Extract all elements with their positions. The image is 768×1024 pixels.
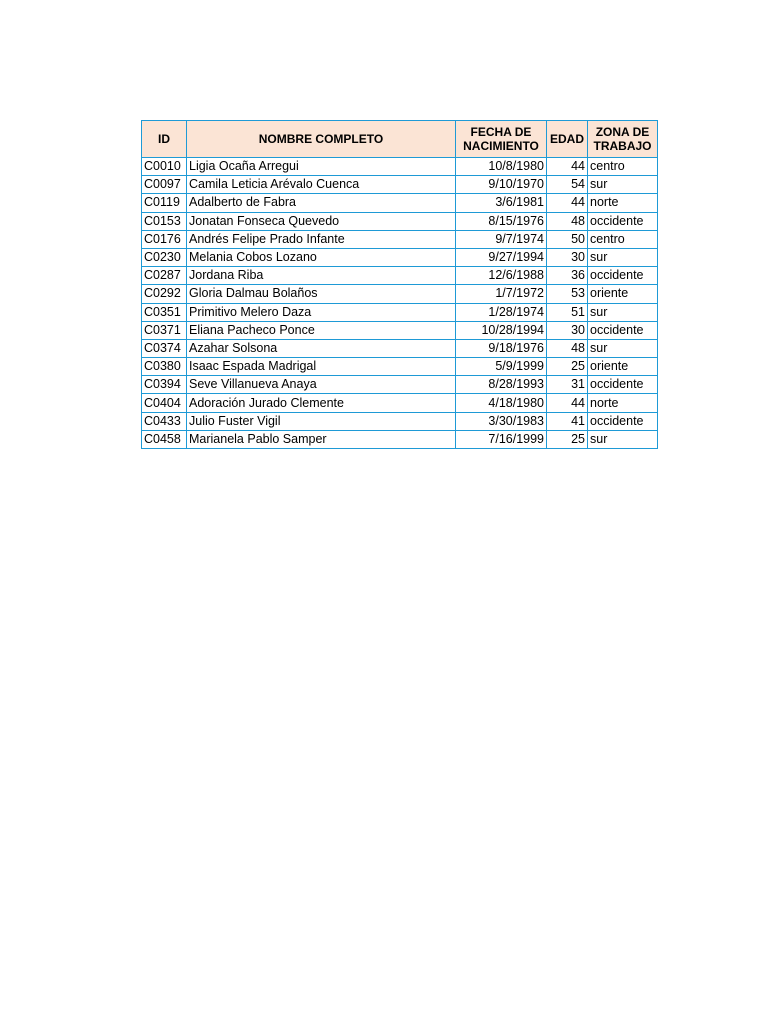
cell-id: C0371 (142, 321, 187, 339)
cell-edad: 44 (547, 158, 588, 176)
cell-edad: 50 (547, 230, 588, 248)
cell-fecha: 12/6/1988 (456, 267, 547, 285)
header-id: ID (142, 121, 187, 158)
cell-id: C0394 (142, 376, 187, 394)
cell-id: C0404 (142, 394, 187, 412)
table-row (142, 358, 658, 376)
cell-zona: oriente (588, 285, 658, 303)
cell-zona: sur (588, 176, 658, 194)
cell-nombre: Gloria Dalmau Bolaños (187, 285, 456, 303)
cell-edad: 53 (547, 285, 588, 303)
cell-zona: occidente (588, 212, 658, 230)
header-fecha-line2: NACIMIENTO (463, 139, 539, 153)
cell-id: C0010 (142, 158, 187, 176)
cell-id: C0097 (142, 176, 187, 194)
cell-edad: 51 (547, 303, 588, 321)
cell-zona: oriente (588, 358, 658, 376)
cell-fecha: 1/7/1972 (456, 285, 547, 303)
cell-fecha: 4/18/1980 (456, 394, 547, 412)
cell-fecha: 3/6/1981 (456, 194, 547, 212)
cell-nombre: Jordana Riba (187, 267, 456, 285)
cell-id: C0380 (142, 358, 187, 376)
cell-edad: 44 (547, 394, 588, 412)
cell-fecha: 8/28/1993 (456, 376, 547, 394)
cell-edad: 54 (547, 176, 588, 194)
cell-edad: 30 (547, 321, 588, 339)
header-row (142, 121, 658, 158)
table-row (142, 339, 658, 357)
cell-nombre: Andrés Felipe Prado Infante (187, 230, 456, 248)
cell-edad: 44 (547, 194, 588, 212)
cell-zona: sur (588, 339, 658, 357)
cell-edad: 25 (547, 430, 588, 448)
cell-zona: sur (588, 303, 658, 321)
cell-edad: 31 (547, 376, 588, 394)
cell-nombre: Adalberto de Fabra (187, 194, 456, 212)
table-row (142, 285, 658, 303)
table-row (142, 248, 658, 266)
cell-nombre: Azahar Solsona (187, 339, 456, 357)
cell-edad: 48 (547, 339, 588, 357)
table-row (142, 376, 658, 394)
table-row (142, 321, 658, 339)
cell-edad: 36 (547, 267, 588, 285)
cell-id: C0292 (142, 285, 187, 303)
cell-id: C0153 (142, 212, 187, 230)
header-zona-line1: ZONA DE (595, 125, 650, 139)
table-body (142, 158, 658, 449)
cell-nombre: Julio Fuster Vigil (187, 412, 456, 430)
table-row (142, 412, 658, 430)
cell-nombre: Camila Leticia Arévalo Cuenca (187, 176, 456, 194)
cell-nombre: Isaac Espada Madrigal (187, 358, 456, 376)
cell-fecha: 3/30/1983 (456, 412, 547, 430)
employee-table (141, 120, 658, 449)
cell-nombre: Eliana Pacheco Ponce (187, 321, 456, 339)
cell-nombre: Primitivo Melero Daza (187, 303, 456, 321)
cell-nombre: Melania Cobos Lozano (187, 248, 456, 266)
cell-id: C0176 (142, 230, 187, 248)
table-row (142, 176, 658, 194)
table-row (142, 430, 658, 448)
table-row (142, 158, 658, 176)
cell-id: C0458 (142, 430, 187, 448)
cell-fecha: 10/8/1980 (456, 158, 547, 176)
cell-nombre: Ligia Ocaña Arregui (187, 158, 456, 176)
table-row (142, 394, 658, 412)
cell-edad: 48 (547, 212, 588, 230)
cell-zona: occidente (588, 376, 658, 394)
cell-fecha: 1/28/1974 (456, 303, 547, 321)
cell-zona: occidente (588, 412, 658, 430)
cell-zona: centro (588, 158, 658, 176)
cell-id: C0351 (142, 303, 187, 321)
table-row (142, 194, 658, 212)
cell-fecha: 7/16/1999 (456, 430, 547, 448)
header-fecha-nacimiento (456, 121, 547, 158)
cell-zona: centro (588, 230, 658, 248)
cell-id: C0374 (142, 339, 187, 357)
cell-nombre: Marianela Pablo Samper (187, 430, 456, 448)
cell-zona: norte (588, 394, 658, 412)
cell-fecha: 9/18/1976 (456, 339, 547, 357)
cell-nombre: Seve Villanueva Anaya (187, 376, 456, 394)
cell-fecha: 9/7/1974 (456, 230, 547, 248)
cell-id: C0287 (142, 267, 187, 285)
table-row (142, 212, 658, 230)
table-row (142, 230, 658, 248)
cell-nombre: Adoración Jurado Clemente (187, 394, 456, 412)
cell-nombre: Jonatan Fonseca Quevedo (187, 212, 456, 230)
cell-fecha: 9/10/1970 (456, 176, 547, 194)
cell-fecha: 8/15/1976 (456, 212, 547, 230)
cell-zona: occidente (588, 267, 658, 285)
cell-edad: 41 (547, 412, 588, 430)
cell-id: C0433 (142, 412, 187, 430)
cell-id: C0230 (142, 248, 187, 266)
table-row (142, 303, 658, 321)
header-edad: EDAD (547, 121, 588, 158)
cell-edad: 25 (547, 358, 588, 376)
cell-edad: 30 (547, 248, 588, 266)
cell-zona: sur (588, 430, 658, 448)
cell-zona: sur (588, 248, 658, 266)
header-fecha-line1: FECHA DE (470, 125, 532, 139)
cell-zona: norte (588, 194, 658, 212)
cell-fecha: 10/28/1994 (456, 321, 547, 339)
header-zona-line2: TRABAJO (593, 139, 652, 153)
cell-fecha: 9/27/1994 (456, 248, 547, 266)
cell-zona: occidente (588, 321, 658, 339)
table-header (142, 121, 658, 158)
cell-fecha: 5/9/1999 (456, 358, 547, 376)
cell-id: C0119 (142, 194, 187, 212)
table-row (142, 267, 658, 285)
header-zona-trabajo (588, 121, 658, 158)
header-nombre-completo: NOMBRE COMPLETO (187, 121, 456, 158)
